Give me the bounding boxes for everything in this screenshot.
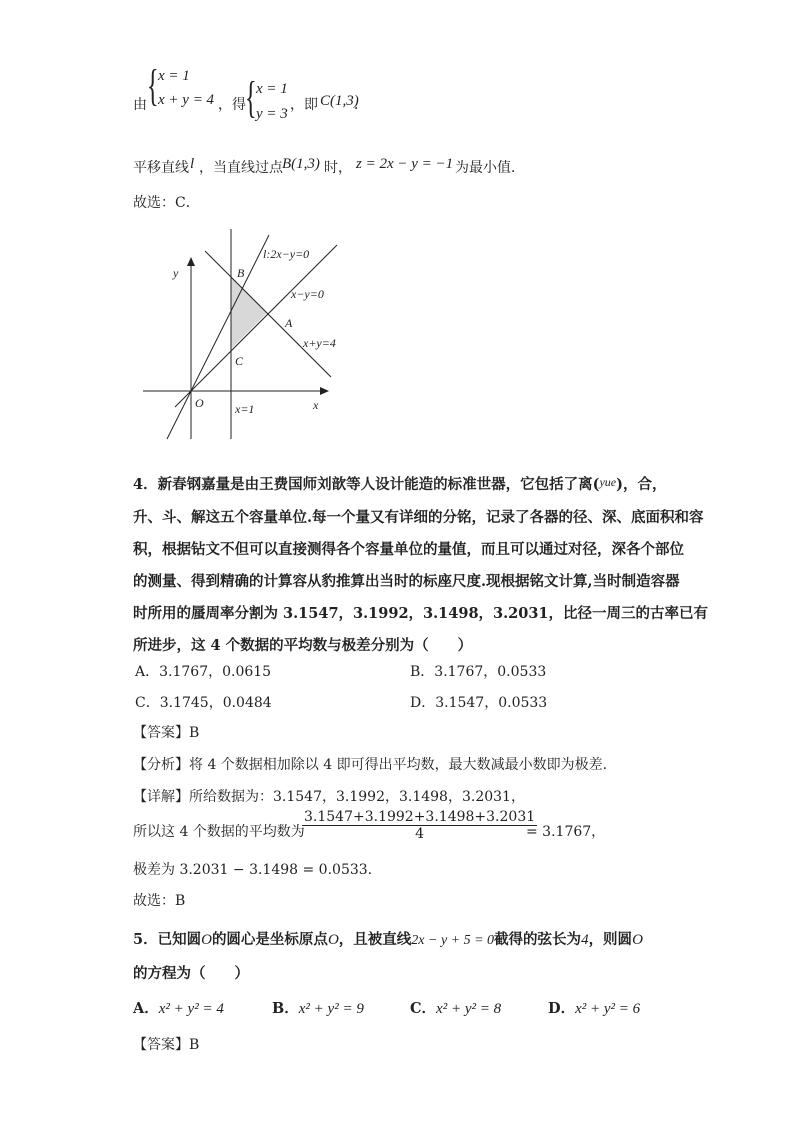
q4-mean-result: = 3.1767， — [526, 824, 606, 840]
label-line-x-eq-1: x=1 — [235, 402, 255, 416]
q5-option-c-value: x² + y² = 8 — [436, 1001, 502, 1017]
fraction-numerator: 3.1547+3.1992+3.1498+3.2031 — [304, 809, 536, 825]
q4-line1-text: 4．新春钢嘉量是由王费国师刘歆等人设计能造的标准世器，它包括了离( — [133, 476, 600, 493]
label-a: A — [285, 316, 293, 330]
point-c: C(1,3) — [320, 93, 359, 109]
q5-option-b[interactable] — [272, 997, 364, 1018]
shift-d: 为最小值． — [455, 160, 525, 176]
q4-line2: 升、斗、解这五个容量单位.每一个量又有详细的分铭，记录了各器的径、深、底面积和容 — [133, 509, 704, 526]
shift-l: l — [190, 156, 195, 172]
shift-point: B(1,3) — [282, 156, 320, 172]
q4-line4: 的测量、得到精确的计算容从豹推算出当时的标座尺度.现根据铭文计算,当时制造容器 — [133, 573, 680, 590]
brace-1: { — [147, 61, 159, 110]
q5-line1 — [133, 928, 643, 949]
q5-text-b: 的圆心是坐标原点 — [211, 931, 328, 948]
text-ji: ，即 — [290, 97, 318, 113]
text-de: ，得 — [218, 97, 246, 113]
label-b: B — [237, 266, 245, 280]
q5-text-c: ，且被直线 — [338, 931, 412, 948]
q5-o2: O — [327, 932, 339, 948]
label-line-x-plus-y: x+y=4 — [303, 336, 336, 350]
q5-length: 4 — [581, 932, 589, 948]
q4-yue-pinyin: yue — [599, 475, 617, 489]
q5-option-d-label: D． — [548, 1000, 576, 1017]
shift-a: 平移直线 — [133, 160, 189, 176]
q4-line3: 积，根据钻文不但可以直接测得各个容量单位的量值，而且可以通过对径，深各个部位 — [133, 541, 684, 558]
q5-line-eq: 2x − y + 5 = 0 — [411, 933, 495, 948]
shift-equation: z = 2x − y = −1 — [356, 156, 454, 172]
q4-line5: 时所用的蜃周率分割为 3.1547，3.1992，3.1498，3.2031，比径一周三的古率已有 — [133, 605, 709, 622]
solution-answer: 故选：C． — [133, 195, 200, 211]
q4-option-a[interactable]: A．3.1767，0.0615 — [135, 664, 272, 680]
q5-option-c[interactable] — [410, 997, 501, 1018]
label-line-x-minus-y: x−y=0 — [291, 287, 324, 301]
q4-range: 极差为 3.2031 − 3.1498 = 0.0533. — [133, 862, 373, 878]
q5-option-a-label: A． — [133, 1000, 159, 1017]
x-axis-arrow — [320, 387, 329, 395]
q5-option-d[interactable] — [548, 997, 640, 1018]
shift-c: 时， — [324, 160, 352, 176]
q4-line1-end: )，合， — [616, 476, 667, 493]
label-c: C — [235, 354, 244, 368]
line-x-minus-y — [175, 245, 337, 407]
q5-option-b-value: x² + y² = 9 — [298, 1001, 364, 1017]
q4-answer: 【答案】B — [133, 725, 200, 741]
shift-b: ，当直线过点 — [199, 160, 283, 176]
q5-option-b-label: B． — [272, 1000, 299, 1017]
q4-mean-prefix: 所以这 4 个数据的平均数为 — [133, 824, 305, 840]
q5-option-d-value: x² + y² = 6 — [575, 1001, 641, 1017]
q5-option-c-label: C． — [410, 1000, 437, 1017]
label-line-l: l:2x−y=0 — [263, 247, 310, 261]
system1-line1: x = 1 — [158, 68, 190, 84]
system1-line2: x + y = 4 — [158, 92, 215, 108]
feasible-region — [231, 277, 267, 349]
text-end: ． — [354, 97, 368, 113]
label-x: x — [313, 398, 319, 412]
q4-option-d[interactable]: D．3.1547，0.0533 — [410, 695, 548, 711]
q5-answer: 【答案】B — [133, 1037, 200, 1053]
q4-detail: 【详解】所给数据为：3.1547，3.1992，3.1498，3.2031， — [133, 789, 525, 805]
q5-o3: O — [632, 932, 643, 948]
fraction-denominator: 4 — [415, 826, 425, 842]
q4-option-b[interactable]: B．3.1767，0.0533 — [410, 664, 547, 680]
coordinate-graph — [135, 225, 355, 450]
q5-option-a-value: x² + y² = 4 — [158, 1001, 224, 1017]
q5-line2: 的方程为（ ） — [133, 965, 249, 982]
label-o: O — [195, 396, 204, 410]
y-axis-arrow — [187, 257, 195, 266]
q4-choice: 故选：B — [133, 893, 186, 909]
q5-text-a: 5．已知圆 — [133, 931, 202, 948]
q5-text-d: 截得的弦长为 — [494, 931, 582, 948]
system2-line2: y = 3 — [256, 106, 288, 122]
q5-o1: O — [201, 932, 212, 948]
q5-option-a[interactable] — [133, 997, 224, 1018]
q4-line6: 所进步，这 4 个数据的平均数与极差分别为（ ） — [133, 637, 473, 654]
q4-mean-fraction — [302, 809, 537, 842]
label-y: y — [173, 266, 179, 280]
brace-2: { — [245, 73, 257, 122]
system2-line1: x = 1 — [256, 81, 288, 97]
q4-line1 — [133, 473, 666, 494]
text-you: 由 — [133, 97, 147, 113]
q4-analysis: 【分析】将 4 个数据相加除以 4 即可得出平均数，最大数减最小数即为极差. — [133, 757, 608, 773]
q5-text-e: ，则圆 — [588, 931, 633, 948]
q4-option-c[interactable]: C．3.1745，0.0484 — [135, 695, 272, 711]
